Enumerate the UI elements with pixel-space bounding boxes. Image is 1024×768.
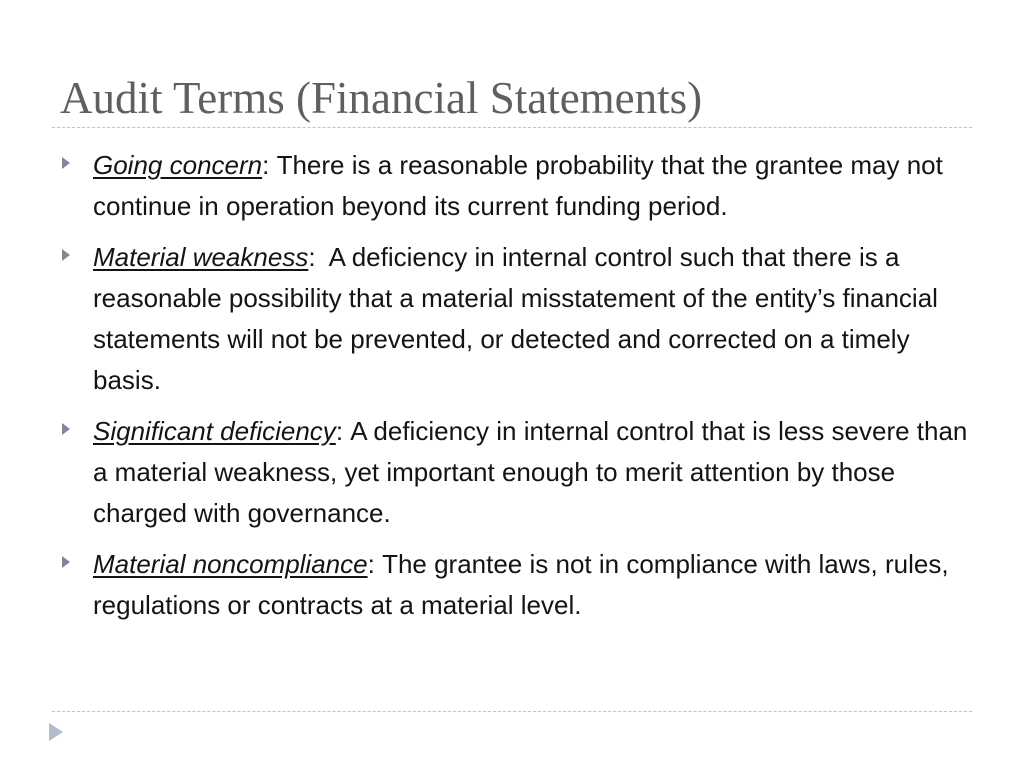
bullet-significant-deficiency [0, 411, 968, 534]
triangle-right-icon [62, 423, 70, 435]
term-definition: A deficiency in internal control that is less severe than a material weakness, yet important enough to merit attention by those charged with governance. [93, 416, 968, 528]
footer-divider [52, 711, 972, 712]
bullet-material-weakness [0, 237, 968, 401]
bullet-going-concern [0, 145, 968, 227]
term-separator: : [335, 416, 344, 446]
triangle-right-icon [62, 157, 70, 169]
next-slide-icon[interactable] [49, 723, 63, 741]
term-label: Significant deficiency [93, 416, 336, 446]
term-label: Material noncompliance [93, 549, 368, 579]
triangle-right-icon [62, 249, 70, 261]
term-definition: There is a reasonable probability that the grantee may not continue in operation beyond its current funding period. [93, 150, 943, 221]
term-definition: A deficiency in internal control such that there is a reasonable possibility that a material misstatement of the entity’s financial statements will not be prevented, or detected and corrected on a timely basis. [93, 242, 938, 395]
title-divider [52, 127, 972, 128]
slide-title: Audit Terms (Financial Statements) [60, 73, 703, 123]
term-label: Material weakness [93, 242, 309, 272]
term-separator: : [262, 150, 270, 180]
triangle-right-icon [62, 556, 70, 568]
term-separator: : [367, 549, 375, 579]
bullet-material-noncompliance [0, 544, 968, 626]
term-label: Going concern [93, 150, 263, 180]
bullet-list [0, 145, 1024, 636]
term-definition: The grantee is not in compliance with laws, rules, regulations or contracts at a material level. [93, 549, 949, 620]
term-separator: : [308, 242, 316, 272]
